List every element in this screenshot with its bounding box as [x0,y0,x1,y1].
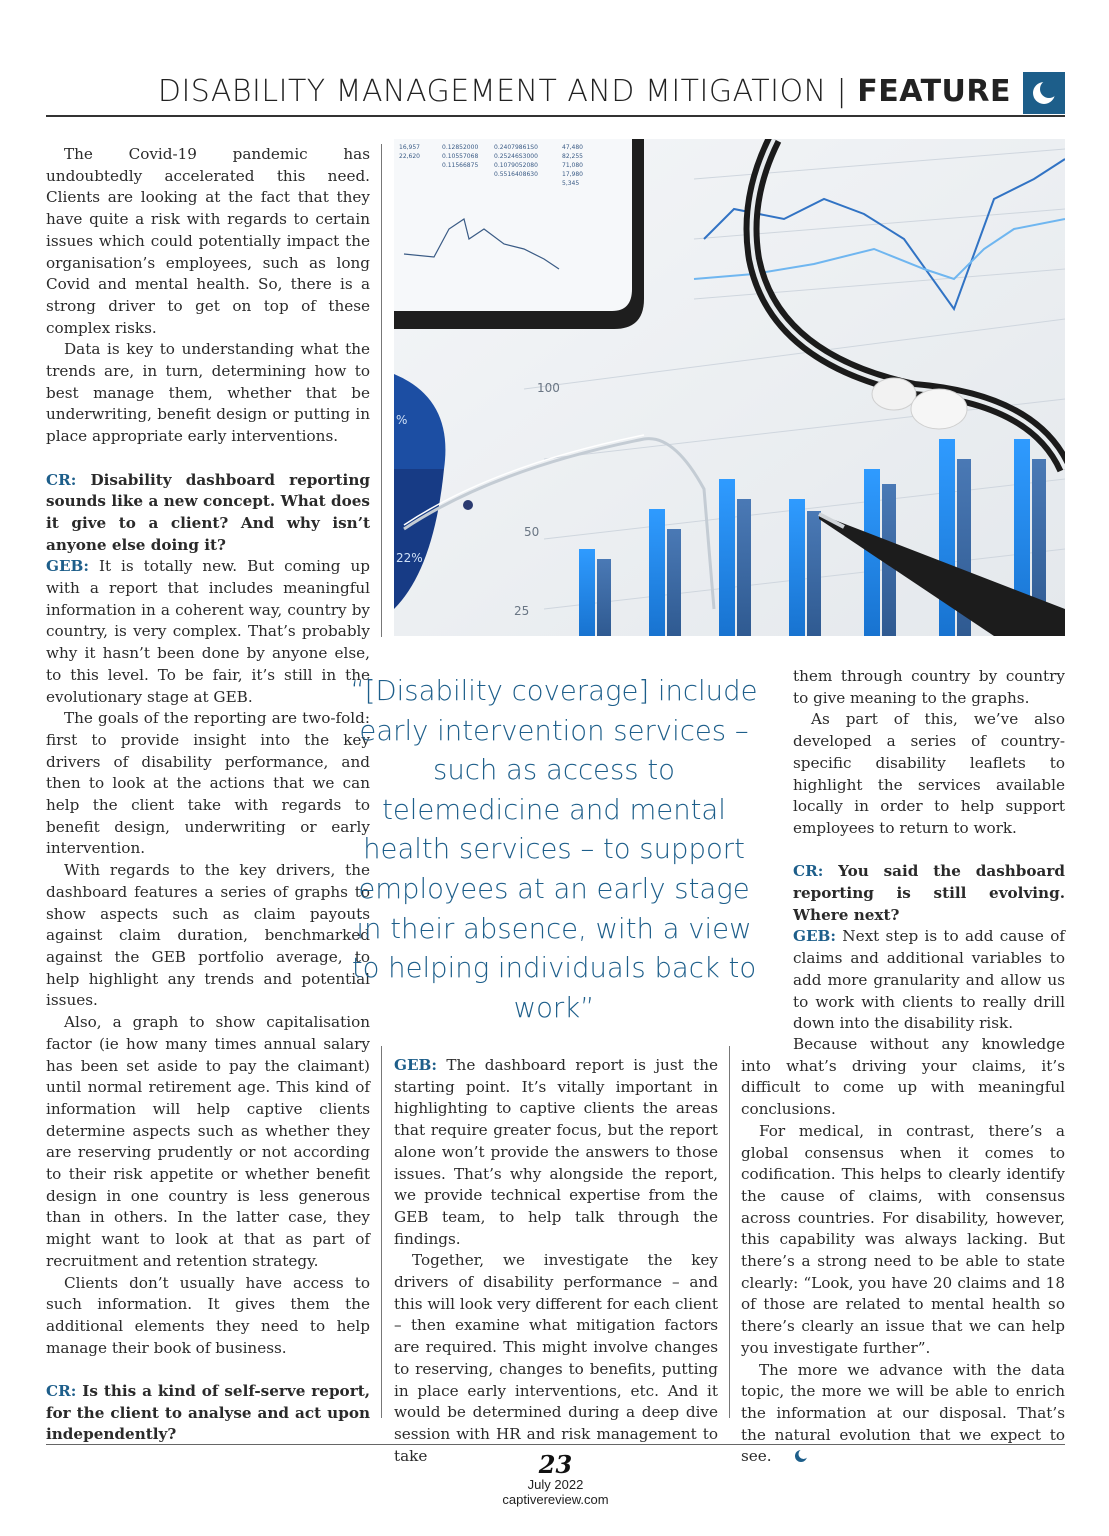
photo-table-cell: 0.5516408630 [494,171,538,178]
answer-text: Next step is to add cause of claims and additional variables to add more granularity and allow us to work with clients to really drill down into the disability risk. [793,927,1065,1033]
photo-bar [667,529,681,636]
paragraph: Data is key to understanding what the trends are, in turn, determining how to best manage them, whether that be underwriting, benefit design or putting in place appropriate early interventions. [46,340,370,446]
pie-label: % [396,413,408,427]
photo-table-cell: 16,957 [399,144,420,151]
question [793,861,1065,926]
photo-table-cell: 71,080 [562,162,583,169]
paragraph: With regards to the key drivers, the dashboard features a series of graphs to show aspects such as claim payouts against claim duration, benchmarked against the GEB portfolio average, to help highlight any trends and potential issues. [46,861,370,1010]
page-number: 23 [538,1450,573,1479]
column-divider [381,1046,382,1418]
axis-tick-label: 25 [514,604,530,618]
website: captivereview.com [502,1492,609,1507]
crescent-logo-icon [1023,72,1065,114]
section-title [158,74,1011,109]
answer [394,1055,718,1250]
photo-table-cell: 0.10557068 [442,153,479,160]
answer-text: It is totally new. But coming up with a report that includes meaningful information in a coherent way, country by country, is very complex. That’s probably why it hasn’t been done by anyone else, to this level. To be fair, it’s still in the evolutionary stage at GEB. [46,557,370,706]
photo-table-cell: 47,480 [562,144,583,151]
paragraph-text: The more we advance with the data topic, the more we will be able to enrich the information at our disposal. That’s the natural evolution that we expect to see. [741,1360,1065,1466]
page-footer [46,1444,1065,1507]
paragraph: As part of this, we’ve also developed a series of country-specific disability leaflets to highlight the services available locally in order to help support employees to return to work. [793,710,1065,837]
question-text: Disability dashboard reporting sounds like a new concept. What does it give to a client? And why isn’t anyone else doing it? [46,470,370,554]
photo-table-cell: 0.25246S3000 [494,153,538,160]
page-header [46,72,1065,116]
question [46,470,370,557]
question [46,1381,370,1446]
photo-bar [579,549,595,636]
column-divider [381,144,382,637]
photo-table-cell: 82,255 [562,153,583,160]
speaker-label: CR: [46,470,77,489]
column-3 [793,666,1065,1035]
speaker-label: GEB: [46,557,89,576]
answer-text: The dashboard report is just the starting point. It’s vitally important in highlighting to captive clients the areas that require greater focus, but the report alone won’t provide the answers to those issues. That’s why alongside the report, we provide technical expertise from the GEB team, to help talk through the findings. [394,1056,718,1248]
column-4 [741,1034,1065,1470]
question-text: Is this a kind of self-serve report, for the client to analyse and act upon independently? [46,1382,370,1444]
column-2 [394,1055,718,1467]
axis-tick-label: 100 [537,381,560,395]
header-rule [46,115,1065,117]
question-text: You said the dashboard reporting is still evolving. Where next? [793,862,1065,924]
speaker-label: GEB: [394,1056,437,1074]
photo-table-cell: 0.1079052080 [494,162,538,169]
paragraph: them through country by country to give meaning to the graphs. [793,667,1065,707]
issue-date: July 2022 [527,1477,584,1492]
pie-label: 22% [396,551,423,565]
speaker-label: CR: [793,862,824,881]
paragraph: The goals of the reporting are two-fold: first to provide insight into the key drivers of disability performance, and then to look at the actions that we can help the client take with regards to benefit design, underwriting or early intervention. [46,709,370,858]
photo-bar [597,559,611,636]
paragraph: The Covid-19 pandemic has undoubtedly accelerated this need. Clients are looking at the fact that they have quite a risk with regards to certain issues which could potentially impact the organisation’s employees, such as long Covid and mental health. So, there is a strong driver to get on top of these complex risks. [46,145,370,337]
photo-table-cell: 5,345 [562,180,580,187]
photo-table-cell: 0.24079861S0 [494,144,538,151]
speaker-label: CR: [46,1382,77,1401]
axis-tick-label: 50 [524,525,540,539]
footer-rule [46,1444,1065,1445]
photo-table-cell: 22,620 [399,153,420,160]
paragraph: Together, we investigate the key drivers of disability performance – and this will look very different for each client – then examine what mitigation factors are required. This might involve changes to reserving, changes to benefits, putting in place early interventions, etc. And it would be determined during a deep dive session with HR and risk management to take [394,1251,718,1465]
column-1 [46,144,370,1446]
speaker-label: GEB: [793,927,836,946]
photo-bar [807,511,821,636]
paragraph: Clients don’t usually have access to such information. It gives them the additional elements they need to help manage their book of business. [46,1273,370,1357]
paragraph: For medical, in contrast, there’s a global consensus when it comes to codification. This helps to clearly identify the cause of claims, with consensus across countries. For disability, however, this capability was always lacking. But there’s a strong need to be able to state clearly: “Look, you have 20 claims and 18 of those are related to mental health so there’s clearly an issue that we can help you investigate further”. [741,1121,1065,1357]
photo-bar [737,499,751,636]
photo-bar [649,509,665,636]
photo-bar [719,479,735,636]
paragraph: Also, a graph to show capitalisation factor (ie how many times annual salary has been set aside to pay the claimant) until normal retirement age. This kind of information will help captive clients determine aspects such as whether they are reserving prudently or not according to their risk appetite or whether benefit design in one country is less generous than in others. In the latter case, they might want to look at that as part of recruitment and retention strategy. [46,1013,370,1270]
photo-table-cell: 17,980 [562,171,583,178]
pull-quote: “[Disability coverage] include early intervention services – such as access to telemedicine and mental health services – to support employees at an early stage in their absence, with a view to helping individuals back to work” [350,675,758,1024]
photo-table-cell: 0.12852000 [442,144,479,151]
section-label: FEATURE [857,74,1011,109]
answer [793,926,1065,1035]
section-name: DISABILITY MANAGEMENT AND MITIGATION | [157,74,858,109]
paragraph: Because without any knowledge into what’s driving your claims, it’s difficult to come up with meaningful conclusions. [741,1035,1065,1119]
photo-bar [789,499,805,636]
column-divider [729,1046,730,1418]
stock-photo-charts [394,139,1065,636]
answer [46,556,370,708]
photo-table-cell: 0.11566875 [442,162,479,169]
